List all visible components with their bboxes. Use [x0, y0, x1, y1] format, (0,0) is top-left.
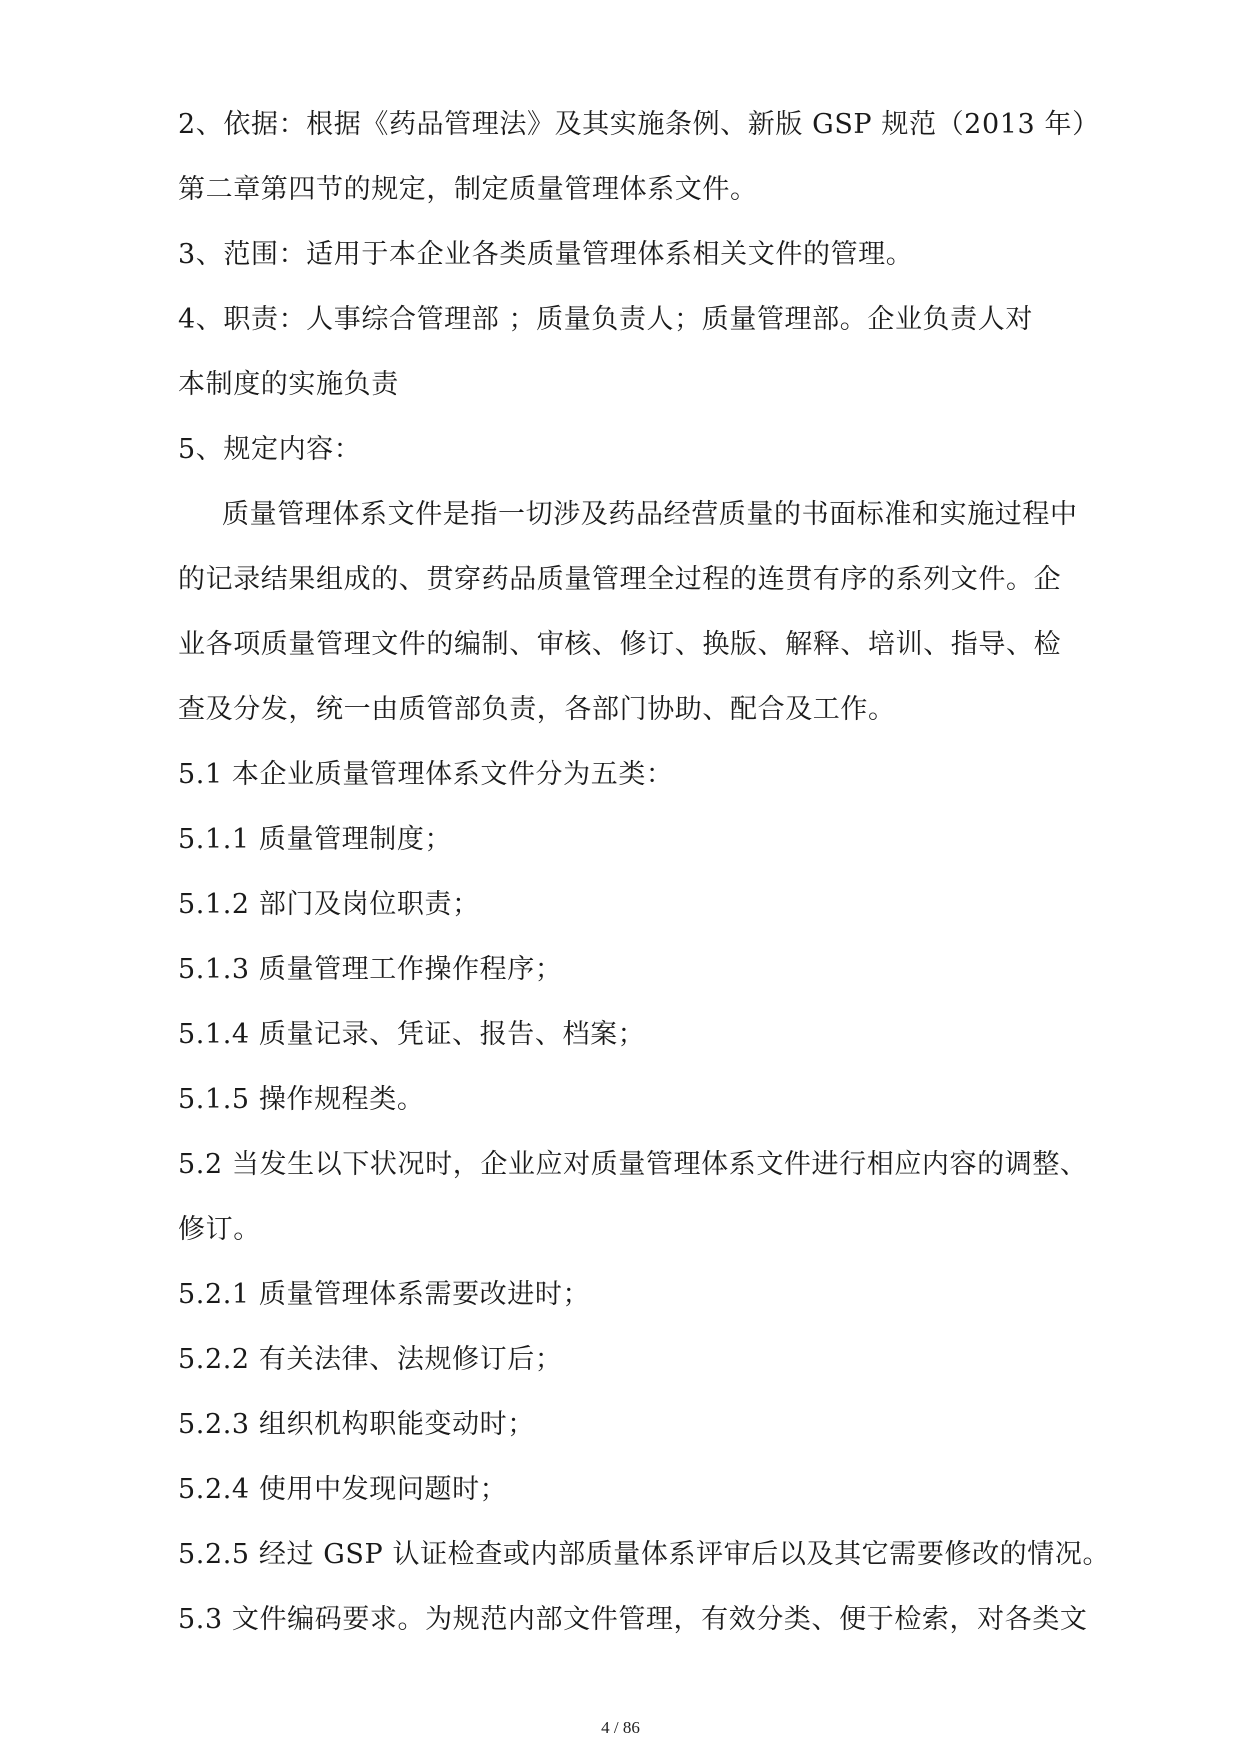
text-line: 4、职责：人事综合管理部 ；质量负责人；质量管理部。企业负责人对: [178, 304, 1033, 335]
text-line: 业各项质量管理文件的编制、审核、修订、换版、解释、培训、指导、检: [178, 629, 1062, 660]
text-line: 5.1.5 操作规程类。: [178, 1084, 425, 1115]
text-line: 5.1 本企业质量管理体系文件分为五类：: [178, 759, 674, 790]
text-line: 2、依据：根据《药品管理法》及其实施条例、新版 GSP 规范（2013 年）: [178, 109, 1100, 140]
text-line: 5.2.5 经过 GSP 认证检查或内部质量体系评审后以及其它需要修改的情况。: [178, 1539, 1111, 1570]
text-line: 的记录结果组成的、贯穿药品质量管理全过程的连贯有序的系列文件。企: [178, 564, 1062, 595]
text-line: 第二章第四节的规定，制定质量管理体系文件。: [178, 174, 758, 205]
text-line: 5、规定内容：: [178, 434, 362, 465]
text-line: 5.2 当发生以下状况时，企业应对质量管理体系文件进行相应内容的调整、: [178, 1149, 1088, 1180]
text-line: 5.1.2 部门及岗位职责；: [178, 889, 480, 920]
text-line: 5.2.1 质量管理体系需要改进时；: [178, 1279, 591, 1310]
text-line: 5.1.1 质量管理制度；: [178, 824, 453, 855]
text-line: 3、范围：适用于本企业各类质量管理体系相关文件的管理。: [178, 239, 914, 270]
text-line: 5.2.2 有关法律、法规修订后；: [178, 1344, 563, 1375]
text-line: 质量管理体系文件是指一切涉及药品经营质量的书面标准和实施过程中: [222, 499, 1078, 530]
text-line: 查及分发，统一由质管部负责，各部门协助、配合及工作。: [178, 694, 896, 725]
text-line: 5.1.4 质量记录、凭证、报告、档案；: [178, 1019, 646, 1050]
document-body: [178, 92, 1128, 1652]
text-line: 5.2.4 使用中发现问题时；: [178, 1474, 508, 1505]
text-line: 本制度的实施负责: [178, 369, 399, 400]
text-line: 修订。: [178, 1214, 261, 1245]
text-line: 5.1.3 质量管理工作操作程序；: [178, 954, 563, 985]
page-number: 4 / 86: [601, 1718, 640, 1737]
text-line: 5.2.3 组织机构职能变动时；: [178, 1409, 535, 1440]
text-line: 5.3 文件编码要求。为规范内部文件管理，有效分类、便于检索，对各类文: [178, 1604, 1088, 1635]
